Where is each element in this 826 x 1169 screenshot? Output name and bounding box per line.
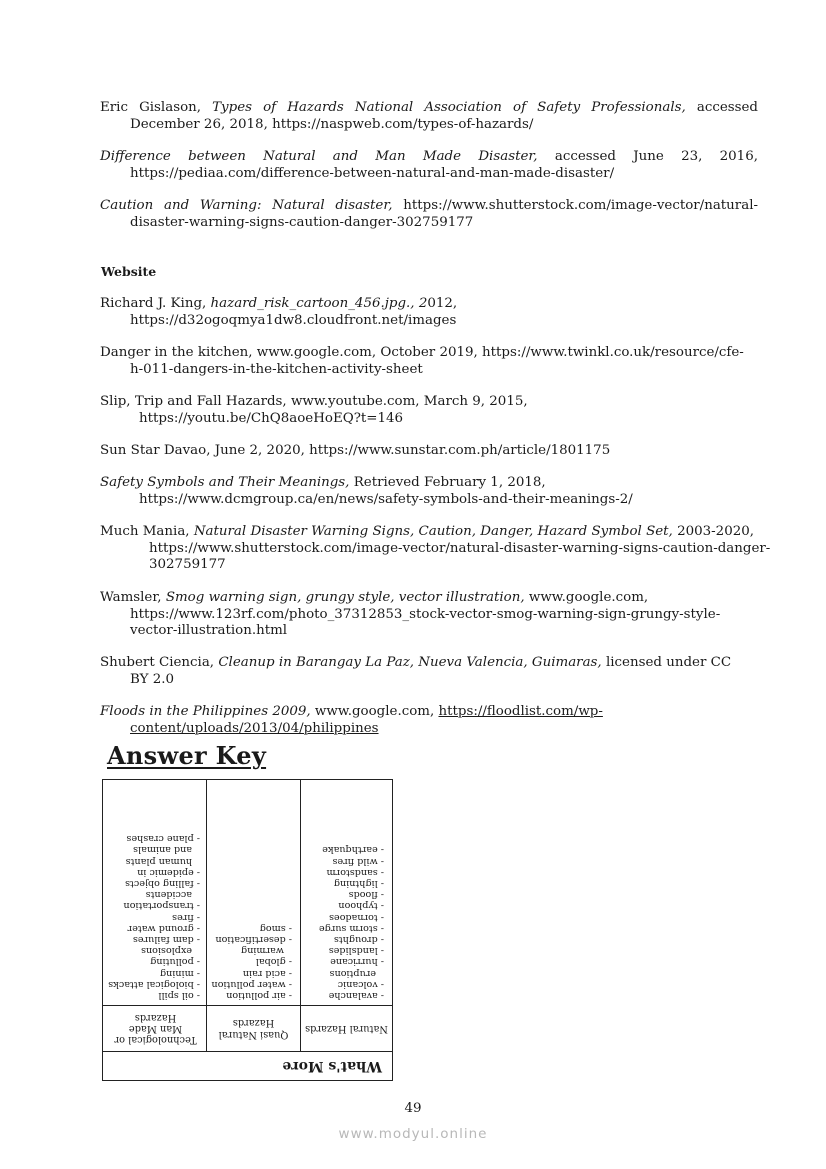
reference-caution xyxy=(100,198,758,231)
answer-key-table xyxy=(103,779,392,1052)
answer-key-title: Answer Key xyxy=(107,741,267,770)
reference-title: Difference between Natural and Man Made Disaster, xyxy=(100,149,538,164)
reference-title: Safety Symbols and Their Meanings, xyxy=(100,475,350,490)
list-item: - earthquake xyxy=(305,844,384,855)
page-number: 49 xyxy=(404,1101,422,1116)
column-header: Quasi Natural Hazards xyxy=(207,1005,300,1051)
reference-gislason xyxy=(100,100,758,133)
list-item: - dam failures xyxy=(107,934,200,945)
reference-details: www.google.com, https://www.123rf.com/photo_37312853_stock-vector-smog-warning-sign-grungy-style-vector-illustration.html xyxy=(130,590,721,638)
natural-hazards-column xyxy=(301,779,392,1051)
website-heading: Website xyxy=(101,264,157,279)
reference-details: Retrieved February 1, 2018, https://www.dcmgroup.ca/en/news/safety-symbols-and-their-meanings-2/ xyxy=(139,475,633,507)
list-item: - water pollution xyxy=(211,979,292,990)
list-item: - acid rain xyxy=(211,967,292,978)
list-item: - landslides xyxy=(305,945,384,956)
website-shubert-ciencia xyxy=(100,655,750,688)
watermark: www.modyul.online xyxy=(338,1126,488,1142)
column-header: Natural Hazards xyxy=(301,1005,392,1051)
list-item: - oil spill xyxy=(107,990,200,1001)
list-item: - avalanche xyxy=(305,990,384,1001)
list-item: - air pollution xyxy=(211,990,292,1001)
reference-title: Smog warning sign, grungy style, vector illustration, xyxy=(165,590,525,605)
list-item: - desertification xyxy=(211,934,292,945)
reference-difference xyxy=(100,149,758,182)
reference-details: accessed June 23, 2016, https://pediaa.com/difference-between-natural-and-man-made-disaster/ xyxy=(130,149,758,181)
website-floods xyxy=(100,704,650,737)
list-item: - wild fires xyxy=(305,855,384,866)
reference-title: Caution and Warning: Natural disaster, xyxy=(100,198,393,213)
hazard-list xyxy=(301,844,392,1005)
list-item: - plane crashes xyxy=(107,833,200,844)
website-kitchen xyxy=(100,345,750,378)
reference-details: 2003-2020, https://www.shutterstock.com/image-vector/natural-disaster-warning-signs-caution-danger-302759177 xyxy=(149,524,771,572)
reference-author: Richard J. King, xyxy=(100,296,211,311)
reference-title: Floods in the Philippines 2009, xyxy=(100,704,311,719)
list-item: - typhoon xyxy=(305,900,384,911)
column-header: Technological or Man Made Hazards xyxy=(103,1005,208,1051)
reference-author: Shubert Ciencia, xyxy=(100,655,219,670)
whats-more-title: What's More xyxy=(282,1058,382,1074)
website-slip-trip xyxy=(100,394,579,427)
quasi-natural-hazards-column xyxy=(206,779,301,1051)
list-item: - polluting explosions xyxy=(107,945,200,967)
reference-text: Danger in the kitchen, www.google.com, October 2019, https://www.twinkl.co.uk/resource/cfe-h-011-dangers-in-the-kitchen-activity-sheet xyxy=(100,345,744,377)
reference-title: hazard_risk_cartoon_456.jpg., 2 xyxy=(210,296,428,311)
website-sunstar xyxy=(100,443,758,460)
hazard-list xyxy=(103,833,208,1005)
reference-details: https://www.shutterstock.com/image-vector/natural-disaster-warning-signs-caution-danger-302759177 xyxy=(130,198,758,230)
list-item: - ground water xyxy=(107,923,200,934)
list-item: - sandstorm xyxy=(305,867,384,878)
hazard-list xyxy=(207,923,300,1005)
list-item: - mining xyxy=(107,967,200,978)
answer-key-rotated-content xyxy=(103,780,392,1080)
reference-author: Wamsler, xyxy=(100,590,166,605)
reference-text: Sun Star Davao, June 2, 2020, https://www.sunstar.com.ph/article/1801175 xyxy=(100,443,611,458)
reference-details: 012, https://d32ogoqmya1dw8.cloudfront.net/images xyxy=(130,296,458,328)
list-item: - floods xyxy=(305,889,384,900)
reference-details: www.google.com, xyxy=(310,704,439,719)
reference-title: Natural Disaster Warning Signs, Caution, Danger, Hazard Symbol Set, xyxy=(193,524,673,539)
list-item: - transportation accidents xyxy=(107,889,200,911)
list-item: - epidemic in human plants and animals xyxy=(107,844,200,878)
reference-details: licensed under CC BY 2.0 xyxy=(130,655,732,687)
reference-details: accessed December 26, 2018, https://naspweb.com/types-of-hazards/ xyxy=(130,100,758,132)
list-item: - droughts xyxy=(305,934,384,945)
website-wamsler xyxy=(100,590,735,640)
reference-link[interactable]: https://floodlist.com/wp-content/uploads/2013/04/philippines xyxy=(130,704,603,736)
website-king xyxy=(100,296,530,329)
list-item: - biological attacks xyxy=(107,979,200,990)
list-item: - global warming xyxy=(211,945,292,967)
reference-text: Slip, Trip and Fall Hazards, www.youtube.com, March 9, 2015, https://youtu.be/ChQ8aoeHoEQ?t=146 xyxy=(100,394,528,426)
list-item: - smog xyxy=(211,923,292,934)
technological-hazards-column xyxy=(103,779,208,1051)
reference-title: Types of Hazards National Association of Safety Professionals, xyxy=(212,100,686,115)
list-item: - falling objects xyxy=(107,878,200,889)
list-item: - tornadoes xyxy=(305,911,384,922)
website-safety-symbols xyxy=(100,475,719,508)
website-much-mania xyxy=(100,524,774,574)
list-item: - fires xyxy=(107,911,200,922)
list-item: - storm surge xyxy=(305,923,384,934)
list-item: - lightning xyxy=(305,878,384,889)
answer-key-box xyxy=(102,779,393,1081)
reference-title: Cleanup in Barangay La Paz, Nueva Valencia, Guimaras, xyxy=(218,655,602,670)
reference-author: Eric Gislason, xyxy=(100,100,213,115)
list-item: - hurricane xyxy=(305,956,384,967)
reference-author: Much Mania, xyxy=(100,524,194,539)
list-item: - volcanic eruptions xyxy=(305,967,384,989)
